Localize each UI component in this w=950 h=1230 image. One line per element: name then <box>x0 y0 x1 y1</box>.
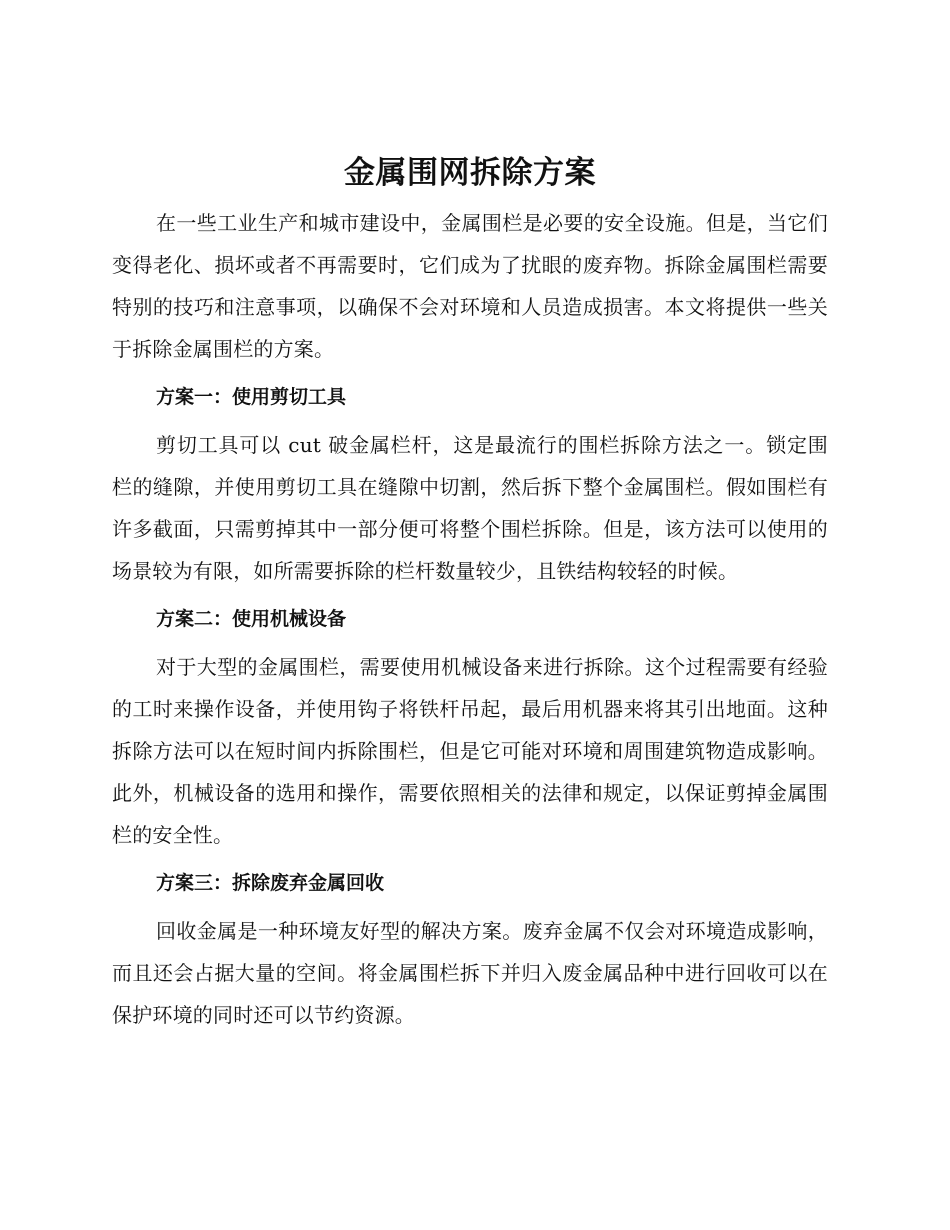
section-body: 剪切工具可以 cut 破金属栏杆，这是最流行的围栏拆除方法之一。锁定围栏的缝隙，并使用剪切工具在缝隙中切割，然后拆下整个金属围栏。假如围栏有许多截面，只需剪掉其中一部分便可将整个围栏拆除。但是，该方法可以使用的场景较为有限，如所需要拆除的栏杆数量较少，且铁结构较轻的时候。 <box>112 433 828 583</box>
intro-paragraph: 在一些工业生产和城市建设中，金属围栏是必要的安全设施。但是，当它们变得老化、损坏或者不再需要时，它们成为了扰眼的废弃物。拆除金属围栏需要特别的技巧和注意事项，以确保不会对环境和人员造成损害。本文将提供一些关于拆除金属围栏的方案。 <box>112 211 828 361</box>
section-heading: 方案二：使用机械设备 <box>156 608 347 630</box>
section-body: 回收金属是一种环境友好型的解决方案。废弃金属不仅会对环境造成影响，而且还会占据大量的空间。将金属围栏拆下并归入废金属品种中进行回收可以在保护环境的同时还可以节约资源。 <box>112 919 828 1027</box>
section-body: 对于大型的金属围栏，需要使用机械设备来进行拆除。这个过程需要有经验的工时来操作设备，并使用钩子将铁杆吊起，最后用机器来将其引出地面。这种拆除方法可以在短时间内拆除围栏，但是它可能对环境和周围建筑物造成影响。此外，机械设备的选用和操作，需要依照相关的法律和规定，以保证剪掉金属围栏的安全性。 <box>112 655 828 847</box>
section-heading: 方案三：拆除废弃金属回收 <box>156 872 385 894</box>
document-page <box>112 148 828 1036</box>
section-1 <box>112 381 828 592</box>
section-3 <box>112 867 828 1036</box>
section-2 <box>112 603 828 856</box>
document-title: 金属围网拆除方案 <box>344 155 596 191</box>
section-heading: 方案一：使用剪切工具 <box>156 386 347 408</box>
